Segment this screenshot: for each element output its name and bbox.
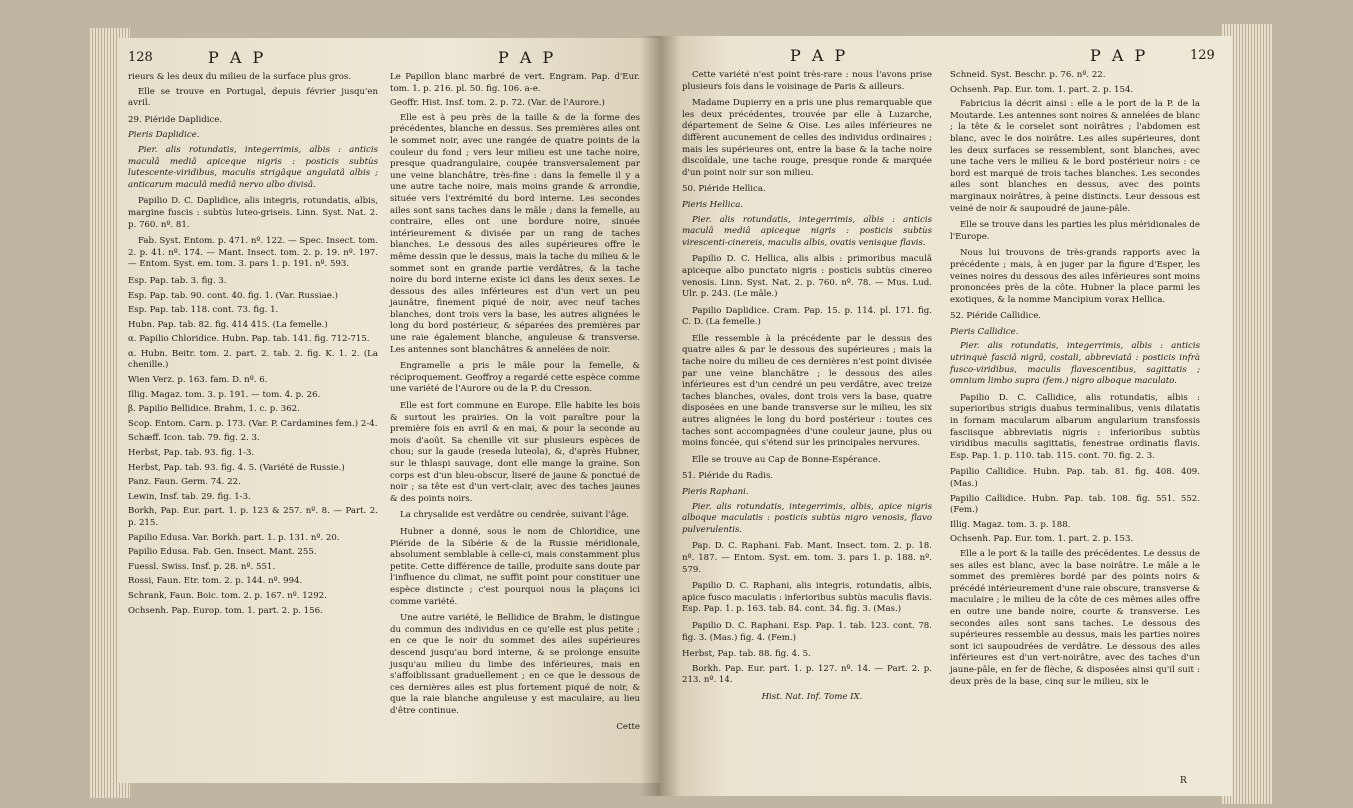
citation: Panz. Faun. Germ. 74. 22. — [128, 477, 241, 488]
citation: Borkh, Pap. Eur. part. 1. p. 123 & 257. nº. 8. — Part. 2. p. 215. — [128, 506, 378, 528]
right-running-head-1: P A P — [790, 46, 849, 65]
section-heading: 29. Piéride Daplidice. — [128, 114, 223, 125]
citation: Wien Verz. p. 163. fam. D. nº. 6. — [128, 375, 268, 386]
page-footer: Hist. Nat. Inf. Tome IX. — [761, 691, 863, 702]
citation: Hubn. Pap. tab. 82. fig. 414 415. (La femelle.) — [128, 319, 328, 330]
citation: Pap. D. C. Raphani. Fab. Mant. Insect. tom. 2. p. 18. nº. 187. — Entom. Syst. em. tom. 3. pars 1. p. 188. nº. 579. — [682, 541, 932, 575]
citation: α. Papilio Chloridice. Hubn. Pap. tab. 141. fig. 712-715. — [128, 334, 370, 345]
citation: Papilio Callidice. Hubn. Pap. tab. 108. fig. 551. 552. (Fem.) — [950, 493, 1200, 516]
citation: Ochsenh. Pap. Eur. tom. 1. part. 2. p. 154. — [950, 84, 1134, 95]
citation: Geoffr. Hist. Insf. tom. 2. p. 72. (Var. de l'Aurore.) — [390, 98, 605, 109]
description-paragraph: Madame Dupierry en a pris une plus remarquable que les deux précédentes, trouvée par elle à Luzarche, département de Seine & Oise. Les ailes inférieures ne diffèrent aucunement de celles des individus ordinaires ; mais les supérieures ont, entre la base & la tache noire discoïdale, une tache rouge, presque ronde & marquée d'un point noir sur son milieu. — [682, 98, 932, 178]
citation: Illig. Magaz. tom. 3. p. 188. — [950, 519, 1071, 530]
left-column-1 — [128, 72, 378, 620]
citation: Herbst, Pap. tab. 93. fig. 1-3. — [128, 448, 255, 459]
description-paragraph: Engramelle a pris le mâle pour la femelle, & réciproquement. Geoffroy a regardé cette espèce comme une variété de l'Aurore ou de la P. du Cresson. — [390, 361, 640, 395]
species-diagnosis: Pier. alis rotundatis, integerrimis, albis, apice nigris alboque maculatis : posticis subtùs nigro venosis, flavo pulverulentis. — [682, 501, 932, 535]
citation: Papilio Edusa. Fab. Gen. Insect. Mant. 255. — [128, 547, 317, 558]
species-latin-name: Pieris Daplidice. — [128, 130, 200, 141]
citation: Le Papillon blanc marbré de vert. Engram. Pap. d'Eur. tom. 1. p. 216. pl. 50. fig. 106. a-e. — [390, 72, 640, 94]
right-column-1 — [682, 70, 932, 709]
species-diagnosis: Pier. alis rotundatis, integerrimis, albis : anticis maculâ mediâ apiceque nigris : posticis subtùs lutescente-viridibus, maculis strigâque angulatâ albis ; anticarum maculâ mediâ nervo albo divisâ. — [128, 144, 378, 190]
book-gutter — [640, 36, 680, 796]
citation: Papilio D. C. Daplidice, alis integris, rotundatis, albis, margine fuscis : subtùs luteo-griseis. Linn. Syst. Nat. 2. p. 760. nº. 81. — [128, 196, 378, 230]
citation: Papilio Edusa. Var. Borkh. part. 1. p. 131. nº. 20. — [128, 532, 340, 543]
citation: Rossi, Faun. Etr. tom. 2. p. 144. nº. 994. — [128, 576, 303, 587]
citation: Esp. Pap. tab. 3. fig. 3. — [128, 275, 227, 286]
right-running-head-2: P A P — [1090, 46, 1149, 65]
description-paragraph: Une autre variété, le Bellidice de Brahm, le distingue du commun des individus en ce qu'elle est plus petite ; en ce que le noir du sommet des ailes supérieures descend jusqu'au bord interne, & se prolonge ensuite jusqu'au milieu du limbe des inférieures, mais en s'affoiblissant graduellement ; en ce que le dessous de ces dernières ailes est plus fortement piqué de noir, & que la raie blanche anguleuse y est maculaire, au lieu d'être continue. — [390, 613, 640, 716]
description-paragraph: Elle a le port & la taille des précédentes. Le dessus de ses ailes est blanc, avec la base noirâtre. Le mâle a le sommet des premières bordé par des points noirs & précédé intérieurement d'une raie obscure, transverse & maculaire ; le milieu de la côte de ces mêmes ailes offre en outre une bande noire, courte & transverse. Les secondes ailes sont sans taches. Le dessous des supérieures ressemble au dessus, mais les parties noires sont ici saupoudrées de verdâtre. Le dessous des ailes inférieures est d'un vert-noirâtre, avec des taches d'un jaune-pâle, en fer de flèche, & disposées ainsi qu'il suit : deux près de la base, cinq sur le milieu, six le — [950, 548, 1200, 687]
description-paragraph: Nous lui trouvons de très-grands rapports avec la précédente ; mais, à en juger par la figure d'Esper, les veines noires du dessous des ailes inférieures sont moins prononcées près de la côte. Hubner la place parmi les exotiques, & la nomme Mancipium vorax Hellica. — [950, 248, 1200, 305]
description-paragraph: Elle est à peu près de la taille & de la forme des précédentes, blanche en dessus. Ses premières ailes ont le sommet noir, avec une rangée de quatre points de la couleur du fond ; vers leur milieu est une tache noire, presque quadrangulaire, coupée transversalement par une veine blanchâtre, très-fine : dans la femelle il y a une autre tache noire, mais moins grande & arrondie, située vers l'extrémité du bord interne. Les secondes ailes sont sans taches dans le mâle ; dans la femelle, au contraire, elles ont une bordure noire, sinuée intérieurement & divisée par un rang de taches blanches. Le dessous des ailes supérieures offre le même dessin que le dessus, mais la tache du milieu & le sommet sont en grande partie verdâtres, & la tache noire du bord interne existe ici dans les deux sexes. Le dessous des ailes inférieures est d'un vert un peu jaunâtre, finement piqué de noir, avec neuf taches blanches, dont trois vers la base, les autres alignées le long du bord postérieur, & séparées des premières par une raie également blanche, anguleuse & transverse. Les antennes sont blanchâtres & annelées de noir. — [390, 112, 640, 355]
citation: Ochsenh. Pap. Europ. tom. 1. part. 2. p. 156. — [128, 605, 323, 616]
citation: Schrank, Faun. Boic. tom. 2. p. 167. nº. 1292. — [128, 590, 327, 601]
description-paragraph: Cette variété n'est point très-rare : nous l'avons prise plusieurs fois dans le voisinage de Paris & ailleurs. — [682, 70, 932, 92]
citation: Papilio Callidice. Hubn. Pap. tab. 81. fig. 408. 409. (Mas.) — [950, 467, 1200, 489]
citation: Illig. Magaz. tom. 3. p. 191. — tom. 4. p. 26. — [128, 389, 321, 400]
left-page — [118, 38, 666, 783]
citation: Schneid. Syst. Beschr. p. 76. nº. 22. — [950, 70, 1106, 80]
description-paragraph: Fabricius la décrit ainsi : elle a le port de la P. de la Moutarde. Les antennes sont noires & annelées de blanc ; la tête & le corselet sont noirâtres ; l'abdomen est blanc, avec le dos noirâtre. Les ailes supérieures, dont les deux surfaces se ressemblent, sont blanches, avec une tache vers le milieu & le bord postérieur noirs : ce bord est marqué de trois taches blanches. Les secondes ailes sont blanches en dessus, avec des points marginaux noirâtres, à peine distincts. Leur dessous est veiné de noir & saupoudré de jaune-pâle. — [950, 99, 1200, 214]
species-diagnosis: Pier. alis rotundatis, integerrimis, albis : anticis maculâ mediâ apiceque nigris : posticis subtùs virescenti-cinereis, maculis albis, ovatis venisque flavis. — [682, 214, 932, 248]
left-column-2 — [390, 72, 640, 739]
left-page-number: 128 — [128, 50, 153, 65]
right-column-2 — [950, 70, 1200, 693]
citation: Scop. Entom. Carn. p. 173. (Var. P. Cardamines fem.) 2-4. — [128, 418, 378, 429]
left-running-head-1: P A P — [208, 48, 267, 67]
description-paragraph: Hubner a donné, sous le nom de Chloridice, une Piéride de la Sibérie & de la Russie méridionale, absolument semblable à celle-ci, mais constamment plus petite. Cette différence de taille, produite sans doute par l'influence du climat, ne suffit point pour constituer une espèce distincte ; c'est pourquoi nous la plaçons ici comme variété. — [390, 526, 640, 607]
citation: Borkh. Pap. Eur. part. 1. p. 127. nº. 14. — Part. 2. p. 213. nº. 14. — [682, 663, 932, 686]
species-latin-name: Pieris Hellica. — [682, 199, 744, 210]
citation: Lewin, Insf. tab. 29. fig. 1-3. — [128, 491, 251, 502]
description-paragraph: Elle se trouve au Cap de Bonne-Espérance. — [692, 454, 881, 465]
citation: α. Hubn. Beitr. tom. 2. part. 2. tab. 2. fig. K. 1. 2. (La chenille.) — [128, 348, 378, 371]
section-heading: 52. Piéride Callidice. — [950, 311, 1042, 322]
section-heading: 50. Piéride Hellica. — [682, 184, 766, 195]
citation: Papilio D. C. Hellica, alis albis : primoribus maculâ apiceque albo punctato nigris : posticis subtùs cinereo venosis. Linn. Syst. Nat. 2. p. 760. nº. 78. — Mus. Lud. Ulr. p. 243. (Le mâle.) — [682, 254, 932, 300]
citation: Papilio D. C. Callidice, alis rotundatis, albis : superioribus strigis duabus terminalibus, venis dilatatis in fornam macularum albarum angularium transfossis fasciisque abbreviatis nigris : inferioribus subtùs viridibus maculis sagittatis, fenestrae ordinatis flavis. Esp. Pap. 1. p. 110. tab. 115. cont. 70. fig. 2. 3. — [950, 392, 1200, 461]
citation: Ochsenh. Pap. Eur. tom. 1. part. 2. p. 153. — [950, 534, 1134, 545]
citation: Esp. Pap. tab. 118. cont. 73. fig. 1. — [128, 305, 279, 316]
right-page-number: 129 — [1190, 48, 1215, 63]
description-paragraph: La chrysalide est verdâtre ou cendrée, suivant l'âge. — [400, 510, 630, 521]
description-paragraph: Elle ressemble à la précédente par le dessus des quatre ailes & par le dessous des supérieures ; mais la tache noire du milieu de ces dernières n'est point divisée par une veine blanchâtre ; le dessous des ailes inférieures est d'un cendré un peu verdâtre, avec treize taches blanches, ovales, dont trois vers la base, quatre disposées en une bande transverse sur le milieu, les six autres alignées le long du bord postérieur : toutes ces taches sont accompagnées d'une couleur jaune, plus ou moins foncée, qui s'étend sur les principales nervures. — [682, 333, 932, 449]
citation: Papilio Daplidice. Cram. Pap. 15. p. 114. pl. 171. fig. C. D. (La femelle.) — [682, 305, 932, 328]
species-latin-name: Pieris Callidice. — [950, 326, 1019, 337]
signature-mark: R — [1180, 776, 1187, 786]
citation: Papilio D. C. Raphani. Esp. Pap. 1. tab. 123. cont. 78. fig. 3. (Mas.) fig. 4. (Fem.) — [682, 620, 932, 643]
citation: Schæff. Icon. tab. 79. fig. 2. 3. — [128, 433, 260, 444]
citation: Fuessl. Swiss. Insf. p. 28. nº. 551. — [128, 561, 276, 572]
citation: Herbst, Pap. tab. 93. fig. 4. 5. (Variété de Russie.) — [128, 462, 345, 473]
section-heading: 51. Piéride du Radis. — [682, 471, 774, 482]
citation: β. Papilio Bellidice. Brahm, 1. c. p. 362. — [128, 404, 300, 415]
description-paragraph: Elle se trouve dans les parties les plus méridionales de l'Europe. — [950, 220, 1200, 242]
citation: Papilio D. C. Raphani, alis integris, rotundatis, albis, apice fusco maculatis : inferioribus subtùs maculis flavis. Esp. Pap. 1. p. 163. tab. 84. cont. 34. fig. 3. (Mas.) — [682, 581, 932, 615]
left-running-head-2: P A P — [498, 48, 557, 67]
citation: Herbst, Pap. tab. 88. fig. 4. 5. — [682, 649, 811, 660]
catchword: Cette — [616, 722, 640, 733]
text-line: Elle se trouve en Portugal, depuis février jusqu'en avril. — [128, 86, 378, 109]
description-paragraph: Elle est fort commune en Europe. Elle habite les bois & surtout les prairies. On la voit paraître pour la première fois en avril & en mai, & pour la seconde au mois d'août. Sa chenille vit sur plusieurs espèces de chou; sur la gaude (reseda luteola), &, d'après Hubner, sur le thlaspi sauvage, dont elle mange la graine. Son corps est d'un bleu-obscur, liseré de jaune & ponctué de noir ; sa tête est d'un vert-clair, avec des taches jaunes & des points noirs. — [390, 401, 640, 504]
species-diagnosis: Pier. alis rotundatis, integerrimis, albis : anticis utrinquè fasciâ nigrâ, costali, abbreviatâ : posticis infrà fusco-viridibus, maculis flavescentibus, sagittatis ; omnium limbo supra (fem.) nigro alboque maculato. — [950, 341, 1200, 387]
right-page — [660, 36, 1232, 796]
species-latin-name: Pieris Raphani. — [682, 487, 749, 497]
citation: Esp. Pap. tab. 90. cont. 40. fig. 1. (Var. Russiae.) — [128, 290, 338, 301]
text-line: rieurs & les deux du milieu de la surface plus gros. — [128, 72, 352, 82]
citation: Fab. Syst. Entom. p. 471. nº. 122. — Spec. Insect. tom. 2. p. 41. nº. 174. — Mant. Insect. tom. 2. p. 19. nº. 197. — Entom. Syst. em. tom. 3. pars 1. p. 191. nº. 593. — [128, 236, 378, 270]
